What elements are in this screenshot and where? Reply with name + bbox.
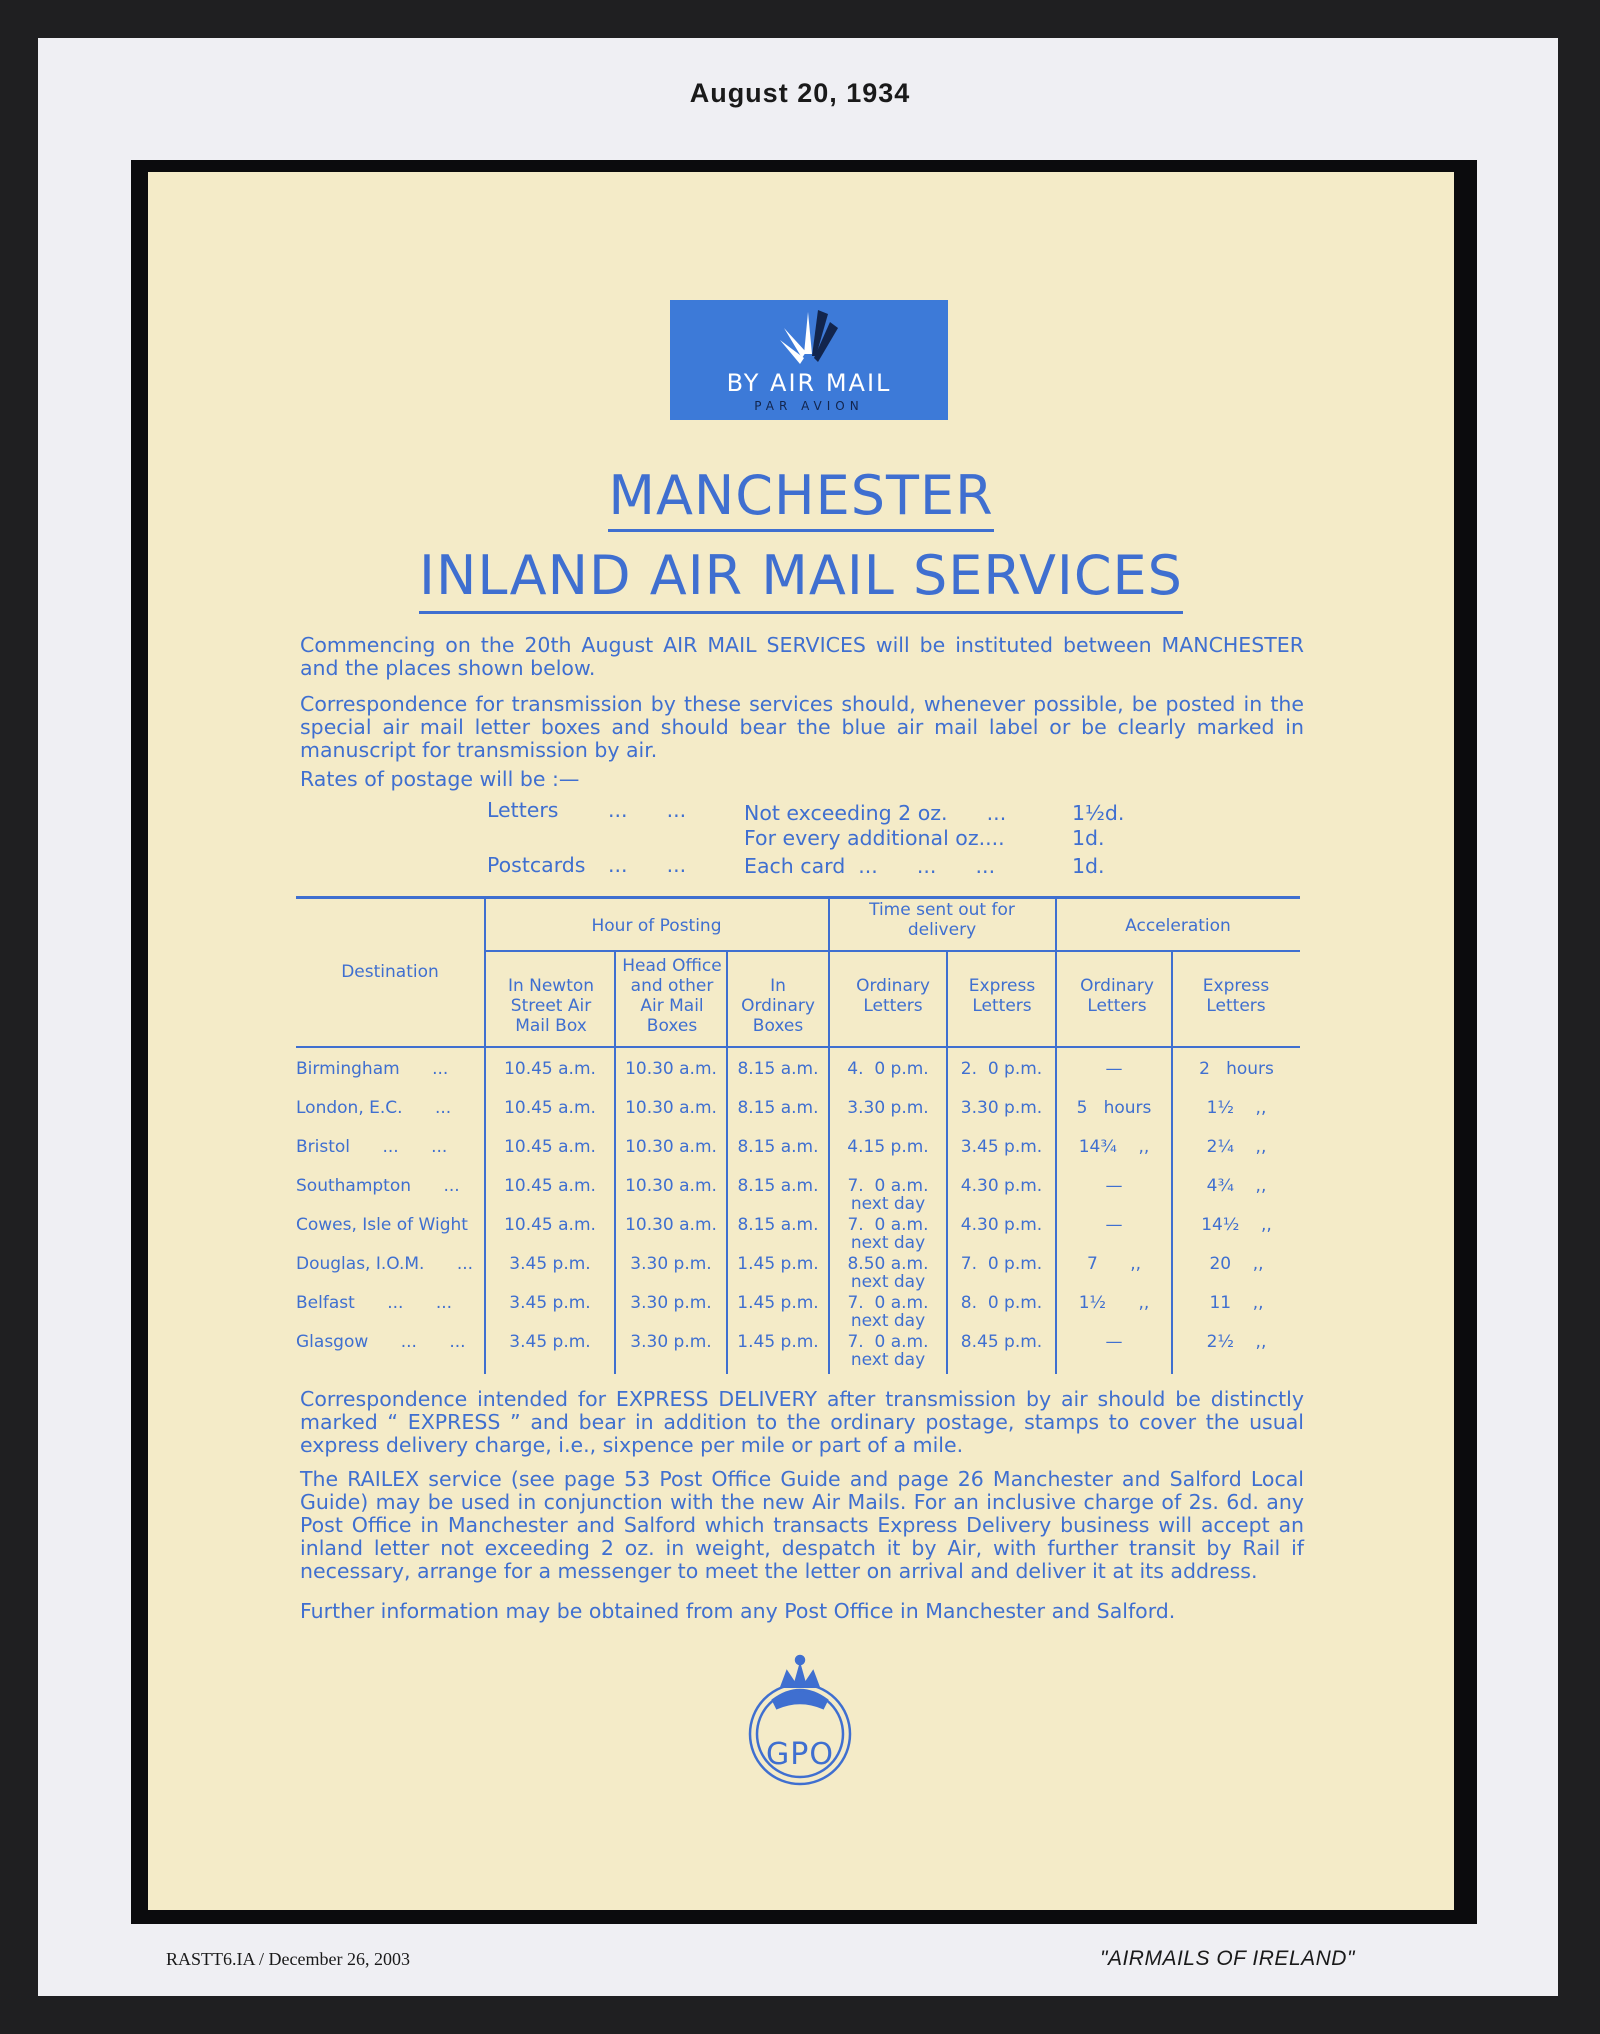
note-express: Correspondence intended for EXPRESS DELIVERY after transmission by air should be distinctly marked “ EXPRESS ” and bear in addition to the ordinary postage, stamps to cover the usual express delivery charge, i.e., sixpence per mile or part of a mile. [300,1387,1304,1457]
cell-newton: 3.45 p.m. [509,1254,591,1274]
cell-head-office: 10.30 a.m. [625,1176,717,1196]
cell-destination: Cowes, Isle of Wight [296,1215,468,1235]
footer-collection-title: "AIRMAILS OF IRELAND" [1100,1947,1355,1970]
cell-acc-express: 1½ ,, [1206,1098,1267,1118]
cell-destination: Birmingham ... [296,1059,449,1079]
header-destination: Destination [341,962,439,982]
cell-newton: 10.45 a.m. [504,1059,596,1079]
page-date: August 20, 1934 [689,78,911,108]
label-line-1: BY AIR MAIL [726,369,892,397]
header-hour-of-posting: Hour of Posting [591,916,722,936]
title-services: INLAND AIR MAIL SERVICES [148,544,1454,607]
cell-ordinary-time: 7. 0 a.m. [847,1176,929,1196]
cell-newton: 10.45 a.m. [504,1098,596,1118]
header-time-sent-out: Time sent out for delivery [869,900,1015,940]
cell-destination: Glasgow ... ... [296,1332,466,1352]
cell-newton: 3.45 p.m. [509,1293,591,1313]
cell-acc-ordinary: 1½ ,, [1078,1293,1150,1313]
cell-ordinary-time: 7. 0 a.m. [847,1215,929,1235]
wing-icon [778,308,840,370]
cell-acc-ordinary: — [1105,1215,1123,1235]
cell-head-office: 10.30 a.m. [625,1137,717,1157]
cell-ordinary-time: 3.30 p.m. [847,1098,929,1118]
cell-express-time: 8. 0 p.m. [960,1293,1043,1313]
cell-destination: Bristol ... ... [296,1137,448,1157]
cell-destination: Douglas, I.O.M. ... [296,1254,474,1274]
note-railex: The RAILEX service (see page 53 Post Office Guide and page 26 Manchester and Salford Local Guide) may be used in conjunction with the new Air Mails. For an inclusive charge of 2s. 6d. any Post Office in Manchester and Salford which transacts Express Delivery business will accept an inland letter not exceeding 2 oz. in weight, despatch it by Air, with further transit by Rail if necessary, arrange for a messenger to meet the letter on arrival and deliver it at its address. [300,1467,1304,1583]
cell-express-time: 3.45 p.m. [960,1137,1043,1157]
rate-price-letters: 1½d. [1072,801,1125,825]
cell-ordinary-note: next day [850,1272,926,1292]
cell-ordinary-box: 8.15 a.m. [737,1098,819,1118]
cell-ordinary-note: next day [850,1233,926,1253]
air-mail-label [670,300,948,420]
cell-newton: 10.45 a.m. [504,1137,596,1157]
cell-acc-express: 20 ,, [1209,1254,1264,1274]
footer-reference: RASTT6.IA / December 26, 2003 [166,1949,410,1969]
cell-acc-ordinary: 7 ,, [1086,1254,1142,1274]
title-manchester: MANCHESTER [148,464,1454,527]
intro-paragraph-1: Commencing on the 20th August AIR MAIL SERVICES will be instituted between MANCHESTER and the places shown below. [300,633,1304,680]
label-line-2: PAR AVION [754,399,864,413]
rate-price-additional: 1d. [1072,826,1105,850]
cell-acc-express: 14½ ,, [1201,1215,1272,1235]
schedule-table [296,896,1304,1374]
intro-paragraph-3: Rates of postage will be :— [300,767,580,791]
cell-ordinary-box: 1.45 p.m. [737,1332,819,1352]
cell-ordinary-time: 4.15 p.m. [847,1137,929,1157]
rate-desc-postcards: Each card ... ... ... [744,854,996,878]
cell-express-time: 7. 0 p.m. [960,1254,1043,1274]
cell-newton: 10.45 a.m. [504,1215,596,1235]
cell-express-time: 2. 0 p.m. [960,1059,1043,1079]
cell-destination: Belfast ... ... [296,1293,453,1313]
cell-acc-ordinary: 5 hours [1076,1098,1152,1118]
seal-text: GPO [766,1737,834,1772]
rate-type-postcards: Postcards [487,853,586,877]
header-newton: In Newton Street Air Mail Box [507,976,595,1036]
cell-ordinary-note: next day [850,1311,926,1331]
header-ordinary-boxes: In Ordinary Boxes [741,976,815,1036]
cell-acc-express: 4¾ ,, [1206,1176,1267,1196]
rate-desc-additional: For every additional oz.... [744,826,1005,850]
header-acc-express: Express Letters [1202,976,1270,1016]
cell-ordinary-time: 7. 0 a.m. [847,1332,929,1352]
rate-type-letters: Letters [487,798,559,822]
cell-acc-express: 2¼ ,, [1206,1137,1267,1157]
cell-ordinary-box: 1.45 p.m. [737,1254,819,1274]
cell-acc-ordinary: — [1105,1332,1123,1352]
header-head-office: Head Office and other Air Mail Boxes [622,956,722,1036]
cell-ordinary-note: next day [850,1350,926,1370]
cell-ordinary-time: 7. 0 a.m. [847,1293,929,1313]
cell-head-office: 3.30 p.m. [630,1254,712,1274]
cell-destination: London, E.C. ... [296,1098,452,1118]
cell-ordinary-note: next day [850,1194,926,1214]
notice-sheet [148,172,1454,1910]
cell-ordinary-box: 8.15 a.m. [737,1176,819,1196]
rate-dots-letters: ... ... [608,798,687,822]
cell-head-office: 3.30 p.m. [630,1332,712,1352]
cell-express-time: 4.30 p.m. [960,1176,1043,1196]
rate-dots-postcards: ... ... [608,853,687,877]
cell-destination: Southampton ... [296,1176,460,1196]
cell-ordinary-time: 4. 0 p.m. [847,1059,929,1079]
cell-acc-ordinary: 14¾ ,, [1078,1137,1150,1157]
cell-ordinary-box: 8.15 a.m. [737,1215,819,1235]
cell-acc-express: 2½ ,, [1206,1332,1267,1352]
cell-head-office: 3.30 p.m. [630,1293,712,1313]
header-ordinary-letters: Ordinary Letters [856,976,930,1016]
cell-express-time: 4.30 p.m. [960,1215,1043,1235]
cell-express-time: 3.30 p.m. [960,1098,1043,1118]
cell-head-office: 10.30 a.m. [625,1215,717,1235]
cell-ordinary-box: 8.15 a.m. [737,1137,819,1157]
cell-acc-express: 2 hours [1199,1059,1274,1079]
cell-acc-express: 11 ,, [1209,1293,1264,1313]
cell-newton: 10.45 a.m. [504,1176,596,1196]
header-acceleration: Acceleration [1125,916,1231,936]
cell-newton: 3.45 p.m. [509,1332,591,1352]
cell-acc-ordinary: — [1105,1176,1123,1196]
cell-head-office: 10.30 a.m. [625,1098,717,1118]
cell-ordinary-box: 1.45 p.m. [737,1293,819,1313]
header-acc-ordinary: Ordinary Letters [1080,976,1154,1016]
cell-acc-ordinary: — [1105,1059,1123,1079]
cell-head-office: 10.30 a.m. [625,1059,717,1079]
intro-paragraph-2: Correspondence for transmission by these services should, whenever possible, be posted in the special air mail letter boxes and should bear the blue air mail label or be clearly marked in manuscript for transmission by air. [300,692,1304,762]
note-further: Further information may be obtained from any Post Office in Manchester and Salford. [300,1599,1176,1623]
rate-desc-letters: Not exceeding 2 oz. ... [744,801,1007,825]
header-express-letters: Express Letters [968,976,1036,1016]
cell-ordinary-box: 8.15 a.m. [737,1059,819,1079]
cell-express-time: 8.45 p.m. [960,1332,1043,1352]
rate-price-postcards: 1d. [1072,854,1105,878]
cell-ordinary-time: 8.50 a.m. [847,1254,929,1274]
